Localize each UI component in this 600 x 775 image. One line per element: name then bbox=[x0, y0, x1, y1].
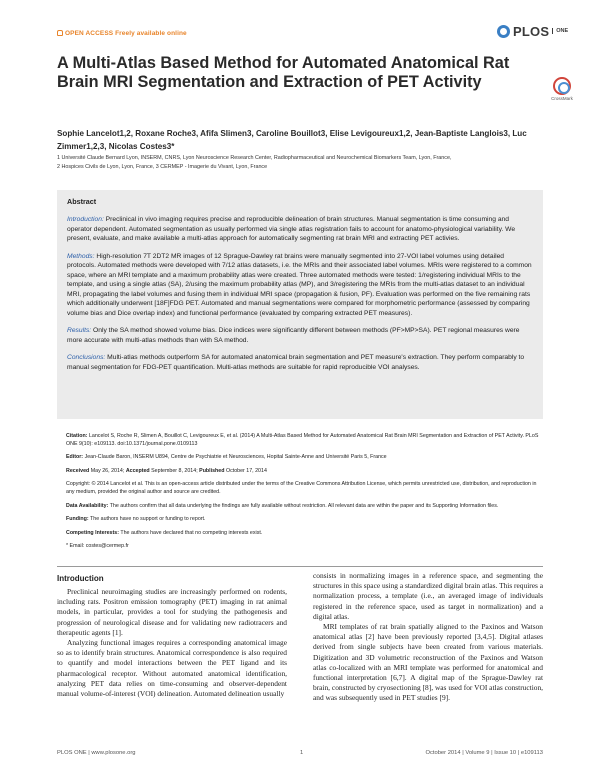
competing-label: Competing Interests: bbox=[66, 529, 119, 536]
abstract-heading: Abstract bbox=[67, 197, 97, 206]
funding-text: The authors have no support or funding to report. bbox=[90, 516, 206, 523]
introduction-heading: Introduction bbox=[57, 574, 104, 583]
plos-logo-icon bbox=[497, 25, 510, 38]
open-access-badge[interactable] bbox=[57, 30, 187, 37]
funding bbox=[66, 516, 542, 524]
affiliations bbox=[57, 154, 557, 172]
received-label: Received bbox=[66, 467, 90, 474]
data-availability-text: The authors confirm that all data underlying the findings are fully available without restriction. All relevant data are within the paper and its Supporting Information files. bbox=[109, 502, 499, 509]
abstract-conclusions bbox=[67, 353, 533, 372]
abstract-methods-label: Methods: bbox=[67, 252, 95, 260]
open-access-lock-icon bbox=[57, 30, 63, 36]
plos-logo[interactable] bbox=[497, 23, 568, 39]
citation-text: Lancelot S, Roche R, Slimen A, Bouillot C, Levigoureux E, et al. (2014) A Multi-Atlas Based Method for Automated Anatomical Rat Brain MRI Segmentation and Extraction of PET Activity. PLoS ONE 9(10): e109113. doi:10.1371/journal.pone.0109113 bbox=[66, 433, 539, 447]
corresponding-email[interactable]: * Email: costes@cermep.fr bbox=[66, 543, 129, 550]
abstract-introduction-text: Preclinical in vivo imaging requires precise and reproducible delineation of brain structures. Manual segmentation is time consuming and operator dependent. Automated segmentation as usually performed via single atlas registration fails to account for anatomo-physiological variability. We present, evaluate, and make available a multi-atlas approach for automatically segmenting rat brain MRI and extracting PET activies. bbox=[67, 216, 516, 242]
competing-interests bbox=[66, 530, 542, 538]
funding-label: Funding: bbox=[66, 516, 89, 523]
footer-issue: October 2014 | Volume 9 | Issue 10 | e109113 bbox=[425, 750, 543, 756]
body-column-left bbox=[57, 587, 287, 699]
article-title: A Multi-Atlas Based Method for Automated Anatomical Rat Brain MRI Segmentation and Extraction of PET Activity bbox=[57, 54, 510, 91]
crossmark-label: CrossMark bbox=[551, 96, 573, 101]
journal-header bbox=[0, 0, 600, 48]
data-availability-label: Data Availability: bbox=[66, 502, 109, 509]
abstract-conclusions-label: Conclusions: bbox=[67, 354, 106, 361]
crossmark-icon bbox=[553, 77, 571, 95]
body-paragraph: consists in normalizing images in a reference space, and segmenting the structures in this space using a standardized digital brain atlas. This requires a normalization process, a template (i.e., an averaged image of individuals registered in the reference space, used as target in normalization) and a digital atlas. bbox=[313, 571, 543, 621]
editor bbox=[66, 454, 542, 462]
footer-journal[interactable]: PLOS ONE | www.plosone.org bbox=[57, 750, 136, 756]
abstract-results-label: Results: bbox=[67, 327, 92, 334]
plos-logo-one: ONE bbox=[552, 28, 568, 34]
affiliation-line: 2 Hospices Civils de Lyon, Lyon, France, 3 CERMEP - Imagerie du Vivant, Lyon, France bbox=[57, 164, 268, 170]
footer-page-number: 1 bbox=[300, 750, 304, 756]
abstract-box bbox=[57, 190, 543, 419]
published-label: Published bbox=[199, 467, 225, 474]
editor-text: Jean-Claude Baron, INSERM U894, Centre de Psychiatrie et Neurosciences, Hopital Sainte-Anne and Université Paris 5, France bbox=[84, 454, 387, 461]
abstract-results bbox=[67, 326, 533, 345]
received-date: May 26, 2014; bbox=[90, 467, 125, 474]
citation-label: Citation: bbox=[66, 433, 88, 439]
abstract-methods bbox=[67, 252, 533, 319]
abstract-results-text: Only the SA method showed volume bias. Dice indices were significantly different between methods (PF>MP>SA). PET regional measures were more accurate with multi-atlas methods than with SA method. bbox=[67, 327, 520, 344]
abstract-introduction-label: Introduction: bbox=[67, 216, 104, 223]
data-availability bbox=[66, 503, 542, 511]
author-list: Sophie Lancelot1,2, Roxane Roche3, Afifa Slimen3, Caroline Bouillot3, Elise Levigoureux1,2, Jean-Baptiste Langlois3, Luc Zimmer1,2,3, Nicolas Costes3* bbox=[57, 129, 527, 151]
abstract-methods-text: High-resolution 7T 2DT2 MR images of 12 Sprague-Dawley rat brains were manually segmented into 27-VOI label volumes using detailed protocols. Automated methods were developed with 7/12 atlas datasets, i.e. the MRIs and their associated label volumes. MRIs were registered to a common space, where an MRI template and a maximum probability atlas were created. Three automated methods were tested: 1/registering individual MRIs to the template, and using a single atlas (SA), 2/using the maximum probability atlas (MP), and 3/registering the MRIs from the multi-atlas dataset to an individual MRI, propagating the label volumes and fusing them in individual MRI space (propagation & fusion, PF). Evaluation was performed on the five remaining rats which additionally underwent [18F]FDG PET. Automated and manual segmentations were compared for morphometric performance (assessed by comparing volume bias and Dice overlap index) and functional performance (evaluated by comparing extracted PET measures). bbox=[67, 252, 532, 317]
dates bbox=[66, 468, 542, 476]
open-access-label: OPEN bbox=[65, 30, 84, 37]
competing-text: The authors have declared that no competing interests exist. bbox=[120, 529, 263, 536]
body-column-right bbox=[313, 571, 543, 704]
plos-logo-text: PLOS bbox=[513, 23, 550, 39]
abstract-conclusions-text: Multi-atlas methods outperform SA for automated anatomical brain segmentation and PET measure's extraction. They perform comparably to manual segmentation for FDG-PET quantification. Multi-atlas methods are suitable for rapid reproducible VOI analyses. bbox=[67, 354, 525, 371]
abstract-introduction bbox=[67, 215, 533, 244]
published-date: October 17, 2014 bbox=[225, 467, 267, 474]
accepted-label: Accepted bbox=[125, 467, 150, 474]
editor-label: Editor: bbox=[66, 454, 84, 461]
affiliation-line: 1 Université Claude Bernard Lyon, INSERM, CNRS, Lyon Neuroscience Research Center, Radiopharmaceutical and Neurochemical Biomarkers Team, Lyon, France, bbox=[57, 155, 452, 161]
article-metadata bbox=[66, 433, 542, 557]
accepted-date: September 8, 2014; bbox=[151, 467, 198, 474]
body-paragraph: Analyzing functional images requires a corresponding anatomical image so as to identify brain structures. Anatomical correspondence is also required to quantify and model interactions between the PET ligand and its pharmacological receptor. Without automated anatomical identification, analyzing PET data relies on time-consuming and observer-dependent manual volume-of-interest (VOI) delineation. Automated delineation usually bbox=[57, 638, 287, 699]
copyright: Copyright: © 2014 Lancelot et al. This is an open-access article distributed under the terms of the Creative Commons Attribution License, which permits unrestricted use, distribution, and reproduction in any medium, provided the original author and source are credited. bbox=[66, 481, 537, 496]
section-divider bbox=[57, 566, 543, 567]
citation bbox=[66, 433, 542, 449]
crossmark-badge[interactable] bbox=[549, 77, 575, 101]
body-paragraph: Preclinical neuroimaging studies are increasingly performed on rodents, including rats. Positron emission tomography (PET) imaging in rat animal models, in particular, provides a tool for studying the pathogenesis and progression of neurological disease and for validating new radiotracers and therapeutic agents [1]. bbox=[57, 587, 287, 637]
body-paragraph: MRI templates of rat brain spatially aligned to the Paxinos and Watson anatomical atlas [2] have been previously reported [3,4,5]. Digital atlases derived from single subjects have been created from various materials. Digitization and 3D volumetric reconstruction of the Paxinos and Watson atlas co-localized with an MRI template was performed for anatomical and functional interpretation [6,7]. A digital map of the Sprague-Dawley rat brain, constructed by cryosectioning [8], was used for VOI atlas construction, and was subsequently used in PET studies [9]. bbox=[313, 622, 543, 703]
open-access-suffix: ACCESS Freely available online bbox=[85, 30, 187, 37]
